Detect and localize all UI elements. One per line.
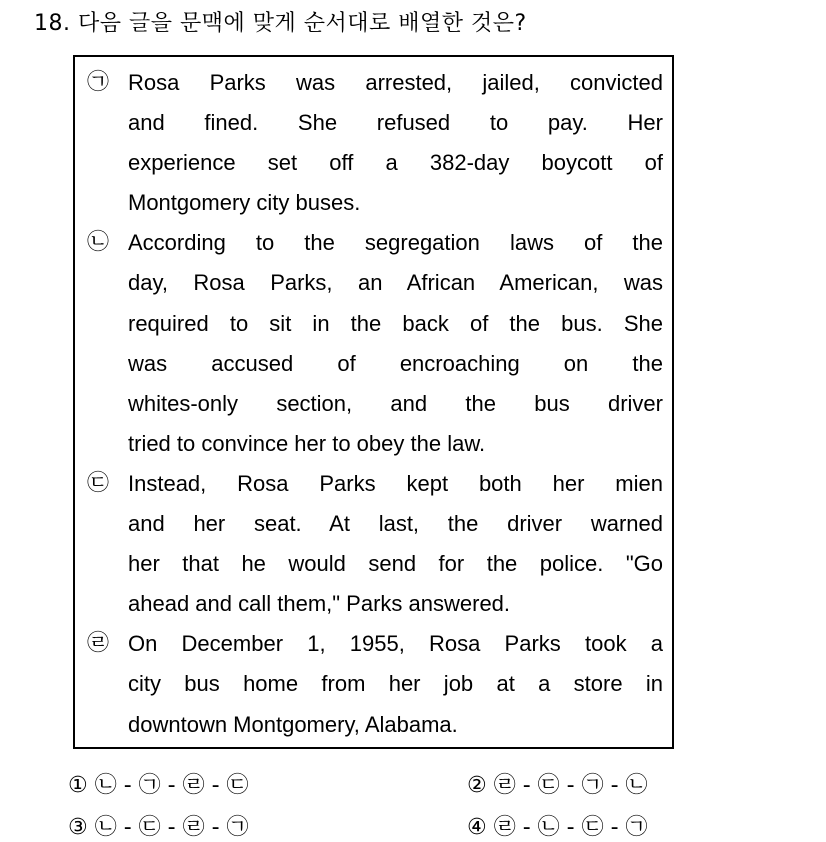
passage-line: day, Rosa Parks, an African American, was <box>128 270 663 296</box>
passage-line: city bus home from her job at a store in <box>128 671 663 697</box>
question-title: 18. 다음 글을 문맥에 맞게 순서대로 배열한 것은? <box>34 11 527 36</box>
passage-line: required to sit in the back of the bus. She <box>128 310 663 336</box>
choice-text: ㉣ - ㉡ - ㉢ - ㉠ <box>493 815 648 840</box>
passage-line: and fined. She refused to pay. Her <box>128 110 663 136</box>
choice-text: ㉡ - ㉠ - ㉣ - ㉢ <box>94 773 249 798</box>
answer-choice-3[interactable] <box>68 810 249 841</box>
spacer <box>88 773 95 798</box>
answer-choice-1[interactable] <box>68 768 249 799</box>
choice-text: ㉡ - ㉢ - ㉣ - ㉠ <box>94 815 249 840</box>
choice-number: ③ <box>68 815 88 840</box>
paragraph-marker: ㉣ <box>86 631 109 657</box>
passage-line: ahead and call them," Parks answered. <box>128 591 511 617</box>
passage-line: and her seat. At last, the driver warned <box>128 511 663 537</box>
choice-number: ① <box>68 773 88 798</box>
passage-line: tried to convince her to obey the law. <box>128 430 486 456</box>
passage-line: Instead, Rosa Parks kept both her mien <box>128 471 663 496</box>
choice-number: ④ <box>467 815 487 840</box>
paragraph-marker: ㉡ <box>86 230 109 256</box>
spacer <box>487 773 494 798</box>
paragraph-marker: ㉢ <box>86 471 109 496</box>
passage-line: experience set off a 382-day boycott of <box>128 150 663 176</box>
passage-box <box>73 55 674 749</box>
passage-line: According to the segregation laws of the <box>128 230 663 256</box>
passage-line: Rosa Parks was arrested, jailed, convicted <box>128 70 663 95</box>
passage-line: downtown Montgomery, Alabama. <box>128 711 458 737</box>
choice-number: ② <box>467 773 487 798</box>
passage-line: whites-only section, and the bus driver <box>128 390 663 416</box>
passage-line: On December 1, 1955, Rosa Parks took a <box>128 631 663 657</box>
passage-line: was accused of encroaching on the <box>128 350 663 376</box>
answer-choice-2[interactable] <box>467 768 648 799</box>
spacer <box>88 815 95 840</box>
spacer <box>487 815 494 840</box>
passage-line: her that he would send for the police. "Go <box>128 551 663 577</box>
paragraph-marker: ㉠ <box>86 70 109 95</box>
choice-text: ㉣ - ㉢ - ㉠ - ㉡ <box>493 773 648 798</box>
passage-line: Montgomery city buses. <box>128 190 361 216</box>
answer-choice-4[interactable] <box>467 810 648 841</box>
